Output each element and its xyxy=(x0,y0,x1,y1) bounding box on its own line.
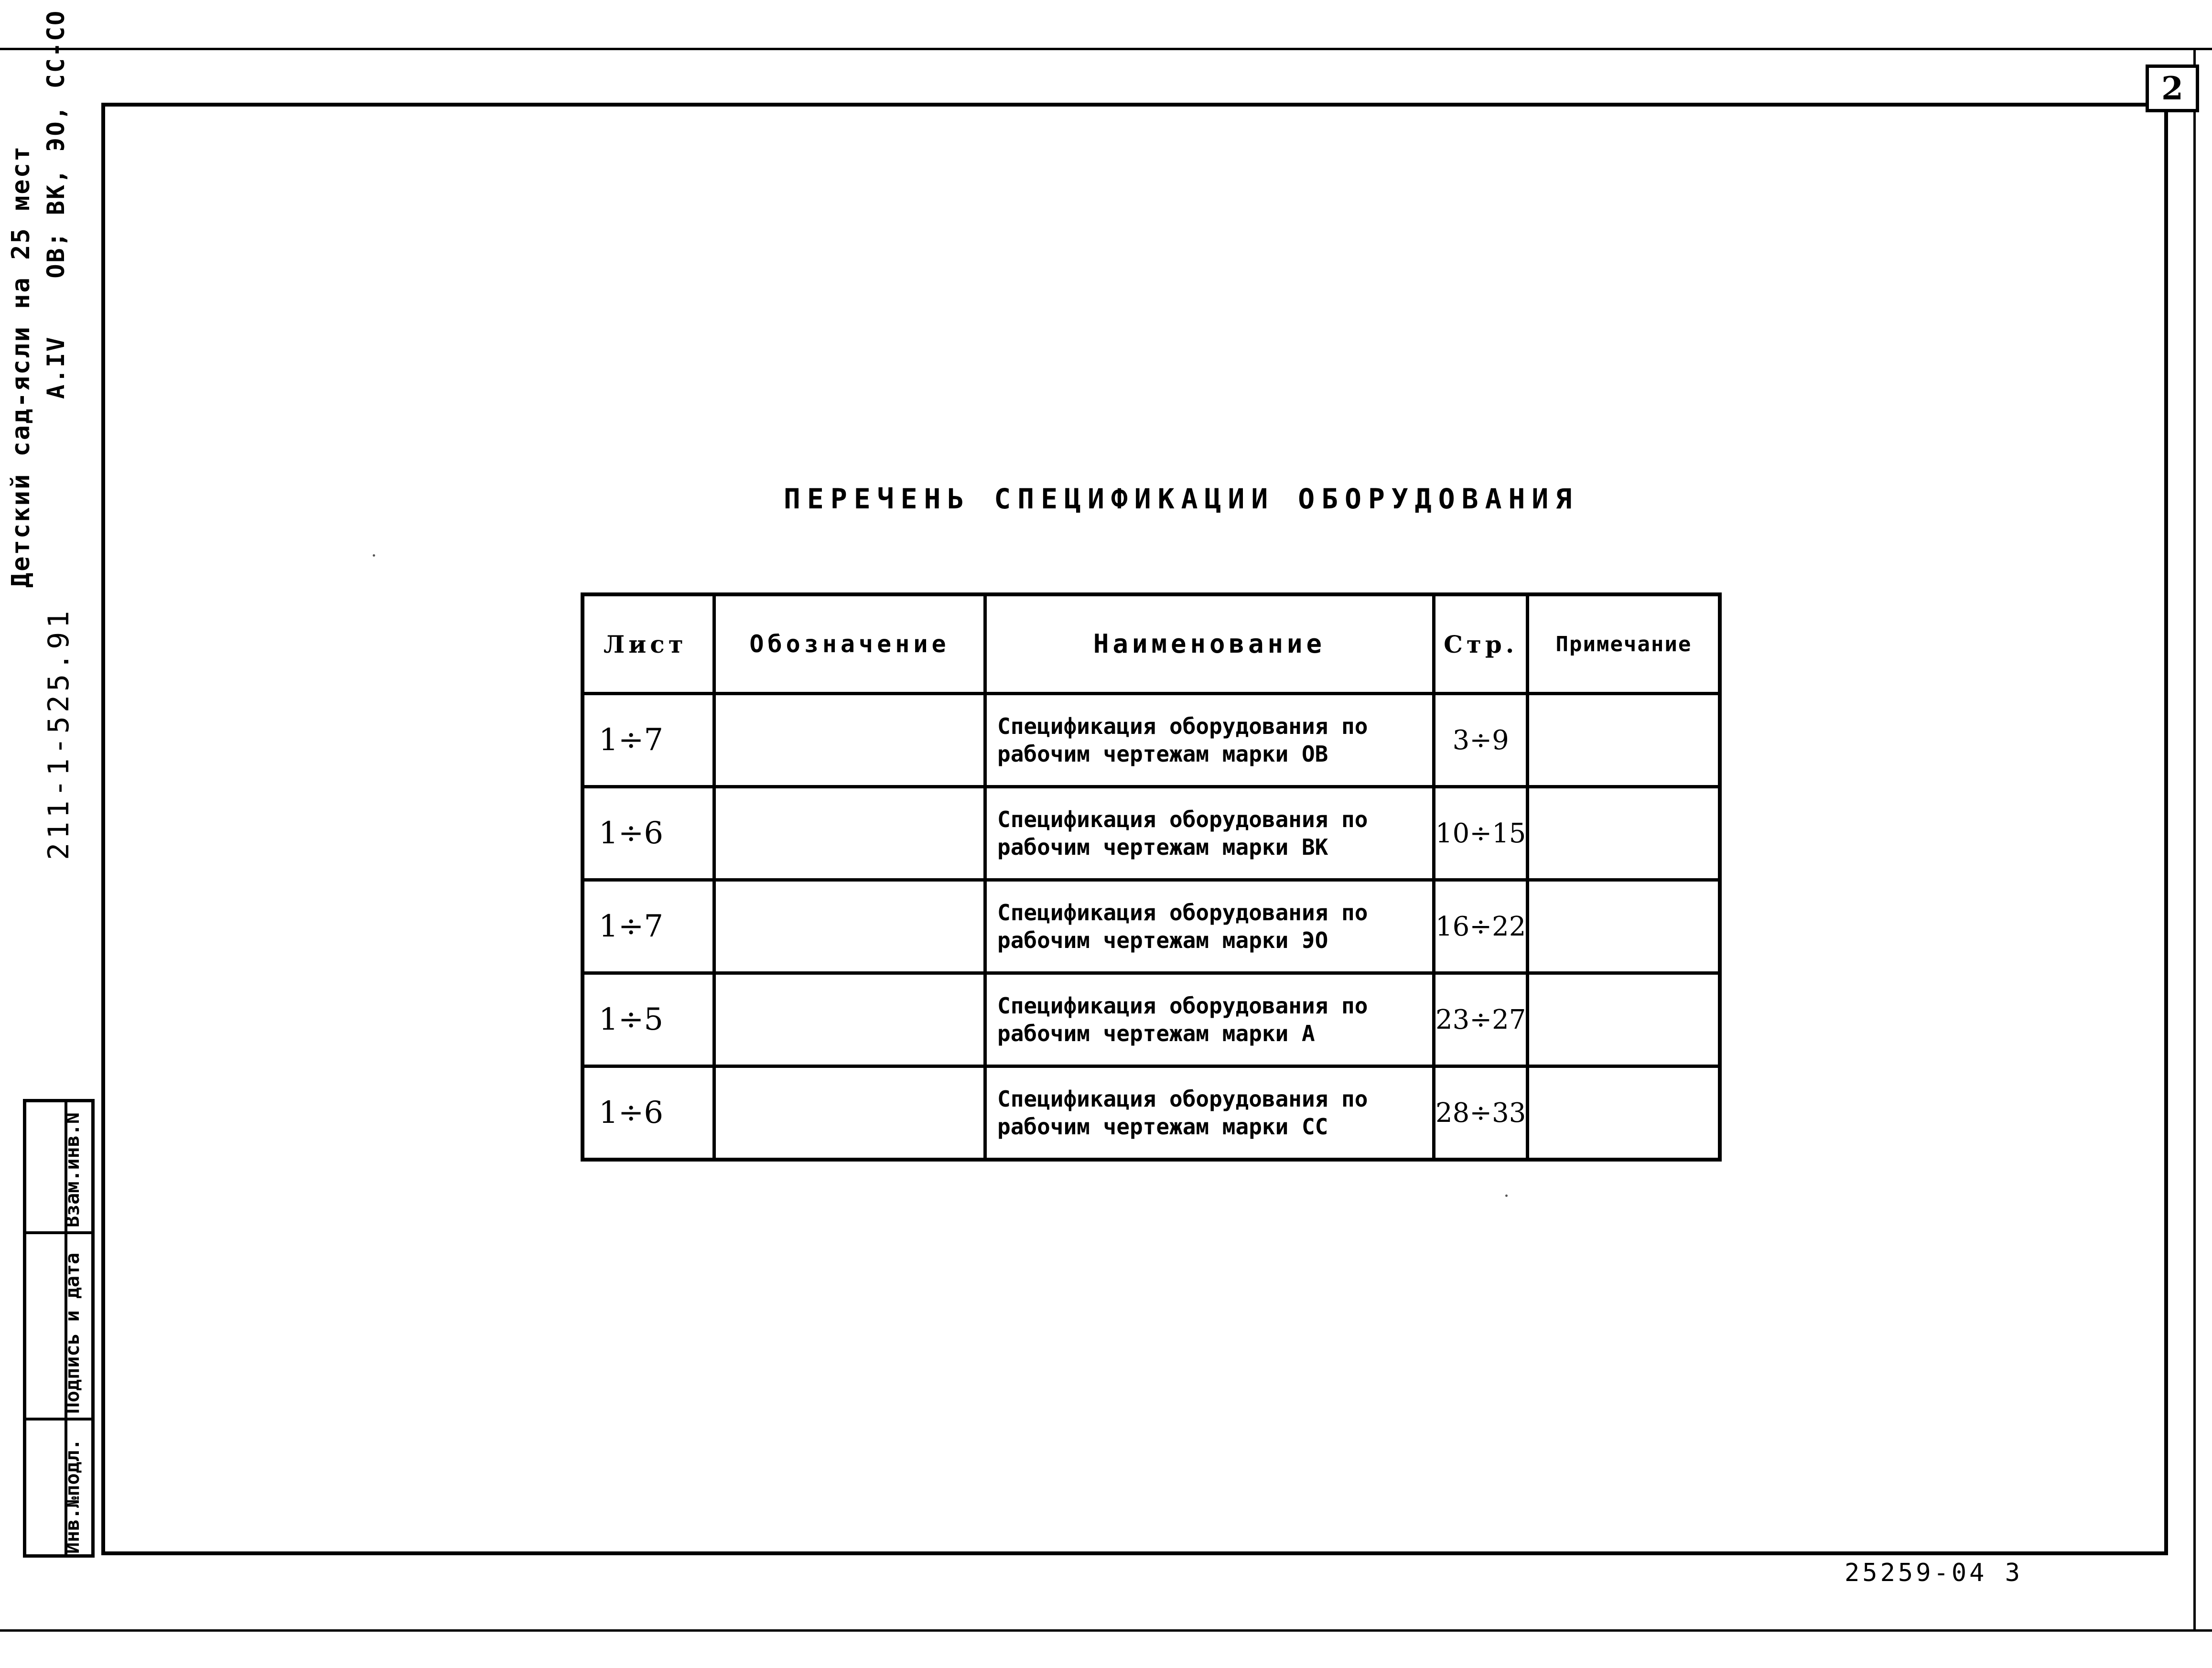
cell-list: 1÷6 xyxy=(583,787,714,880)
cell-note xyxy=(1528,880,1720,973)
cell-note xyxy=(1528,694,1720,787)
sheet-number: 2 xyxy=(2146,65,2199,112)
page-title: ПЕРЕЧЕНЬ СПЕЦИФИКАЦИИ ОБОРУДОВАНИЯ xyxy=(784,483,1579,515)
cell-pages: 23÷27 xyxy=(1434,973,1528,1066)
cell-list: 1÷7 xyxy=(583,880,714,973)
cell-name xyxy=(985,787,1434,880)
stamp-label-vzam: Взам.инв.N xyxy=(62,1112,84,1227)
stamp-row-line xyxy=(26,1231,91,1234)
sheet-bottom-edge xyxy=(0,1629,2212,1632)
specification-table xyxy=(581,592,1722,1162)
cell-name xyxy=(985,1066,1434,1160)
project-sub-right: ОВ; ВК, ЭО, СС-СО xyxy=(42,9,70,279)
cell-pages: 10÷15 xyxy=(1434,787,1528,880)
cell-list: 1÷6 xyxy=(583,1066,714,1160)
cell-pages: 16÷22 xyxy=(1434,880,1528,973)
header-pages: Стр. xyxy=(1434,594,1528,694)
table-row xyxy=(583,880,1720,973)
cell-name-line2: рабочим чертежам марки ВК xyxy=(997,834,1328,860)
cell-note xyxy=(1528,973,1720,1066)
cell-designation xyxy=(714,787,985,880)
cell-pages: 3÷9 xyxy=(1434,694,1528,787)
cell-note xyxy=(1528,787,1720,880)
cell-note xyxy=(1528,1066,1720,1160)
cell-name-line2: рабочим чертежам марки ЭО xyxy=(997,927,1328,953)
sheet-top-edge xyxy=(0,48,2212,50)
project-sub-left: А.IV xyxy=(42,335,70,399)
table-row xyxy=(583,1066,1720,1160)
header-name: Наименование xyxy=(985,594,1434,694)
header-note: Примечание xyxy=(1528,594,1720,694)
cell-designation xyxy=(714,880,985,973)
scan-speck xyxy=(373,554,375,557)
cell-name-line1: Спецификация оборудования по xyxy=(997,713,1368,739)
cell-name-line2: рабочим чертежам марки А xyxy=(997,1021,1315,1046)
cell-pages: 28÷33 xyxy=(1434,1066,1528,1160)
scan-speck xyxy=(1505,1195,1508,1197)
sheet-right-edge xyxy=(2193,48,2196,1629)
cell-name xyxy=(985,694,1434,787)
cell-list: 1÷7 xyxy=(583,694,714,787)
cell-designation xyxy=(714,973,985,1066)
cell-name-line1: Спецификация оборудования по xyxy=(997,993,1368,1019)
stamp-row-line xyxy=(26,1418,91,1420)
cell-name-line2: рабочим чертежам марки ОВ xyxy=(997,741,1328,767)
cell-name-line1: Спецификация оборудования по xyxy=(997,900,1368,925)
project-title: Детский сад-ясли на 25 мест xyxy=(7,145,35,588)
table-row xyxy=(583,787,1720,880)
cell-designation xyxy=(714,1066,985,1160)
cell-name-line2: рабочим чертежам марки СС xyxy=(997,1114,1328,1140)
cell-name xyxy=(985,973,1434,1066)
cell-name-line1: Спецификация оборудования по xyxy=(997,807,1368,832)
cell-name-line1: Спецификация оборудования по xyxy=(997,1086,1368,1112)
header-list: Лист xyxy=(583,594,714,694)
approval-stamp xyxy=(23,1099,95,1558)
header-designation: Обозначение xyxy=(714,594,985,694)
table-header-row xyxy=(583,594,1720,694)
table-row xyxy=(583,694,1720,787)
cell-name xyxy=(985,880,1434,973)
cell-list: 1÷5 xyxy=(583,973,714,1066)
cell-designation xyxy=(714,694,985,787)
project-subtitle xyxy=(42,9,70,585)
stamp-label-sign: Подпись и дата xyxy=(62,1252,84,1414)
footer-code: 25259-04 3 xyxy=(1845,1559,2023,1587)
table-row xyxy=(583,973,1720,1066)
document-code: 211-1-525.91 xyxy=(42,607,76,860)
stamp-label-inv: Инв.№подл. xyxy=(62,1439,84,1554)
